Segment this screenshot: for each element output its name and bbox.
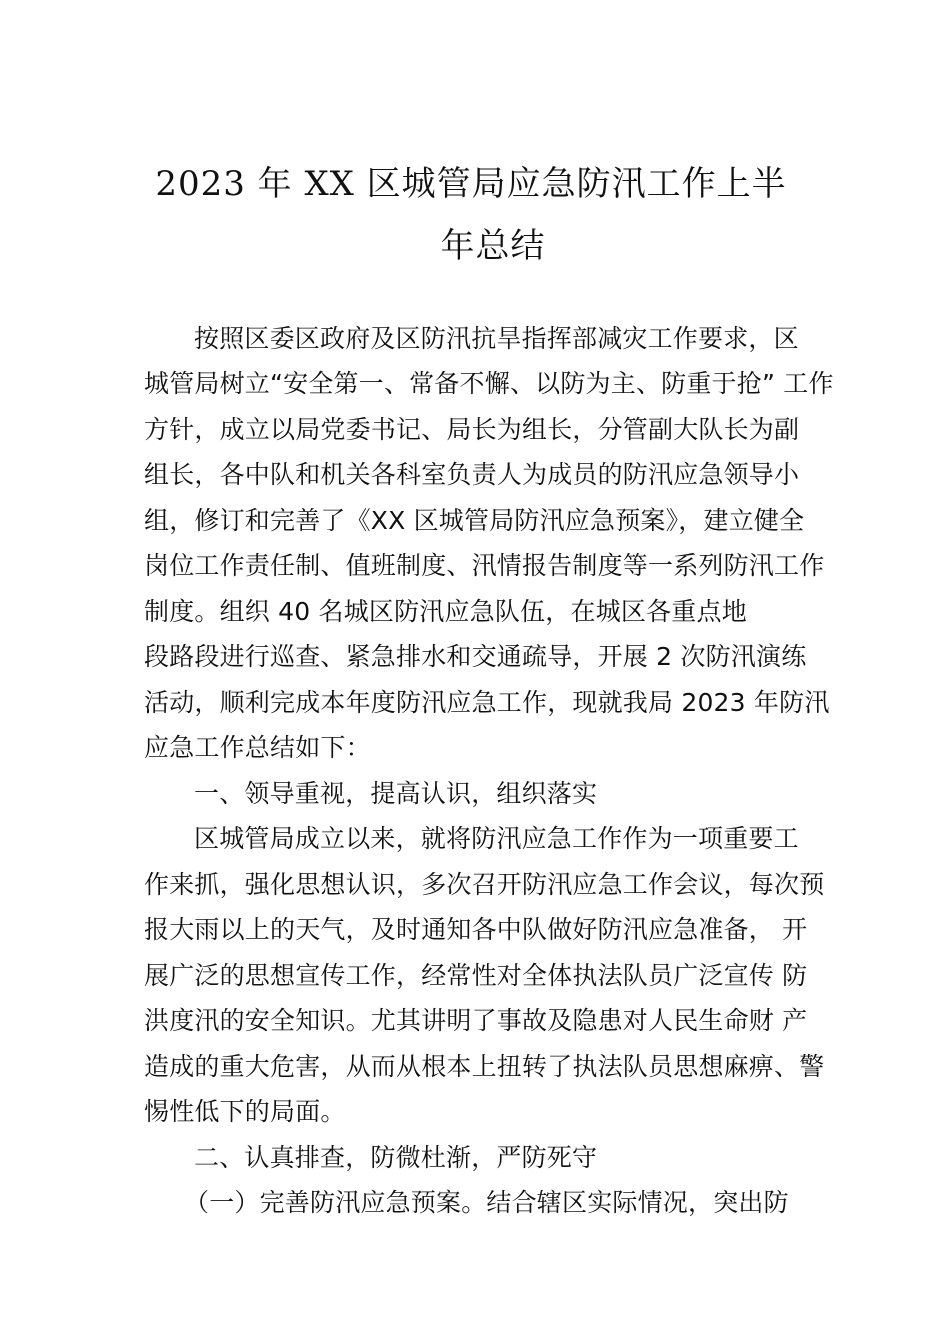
paragraph-line: 区城管局成立以来，就将防汛应急工作作为一项重要工 [194, 824, 799, 853]
paragraph-line: 组长，各中队和机关各科室负责人为成员的防汛应急领导小 [144, 460, 800, 489]
paragraph-line: 按照区委区政府及区防汛抗旱指挥部减灾工作要求，区 [194, 324, 799, 353]
paragraph-line: 造成的重大危害，从而从根本上扭转了执法队员思想麻痹、警 [144, 1052, 825, 1081]
paragraph-line: 岗位工作责任制、值班制度、汛情报告制度等一系列防汛工作 [144, 551, 825, 580]
paragraph-line: 作来抓，强化思想认识，多次召开防汛应急工作会议，每次预 [144, 870, 825, 899]
paragraph-line: 应急工作总结如下： [144, 733, 371, 762]
paragraph-line: 制度。组织 40 名城区防汛应急队伍，在城区各重点地 [144, 597, 747, 626]
paragraph-line: 活动，顺利完成本年度防汛应急工作，现就我局 2023 年防汛 [144, 688, 830, 717]
paragraph-line: 方针，成立以局党委书记、局长为组长，分管副大队长为副 [144, 415, 800, 444]
paragraph-line: 洪度汛的安全知识。尤其讲明了事故及隐患对人民生命财 产 [144, 1006, 808, 1035]
paragraph-line: 段路段进行巡查、紧急排水和交通疏导，开展 2 次防汛演练 [144, 642, 807, 671]
paragraph-line: 惕性低下的局面。 [144, 1097, 346, 1126]
document-title-line-2: 年总结 [440, 226, 546, 266]
subsection-line: （一）完善防汛应急预案。结合辖区实际情况，突出防 [184, 1188, 789, 1217]
paragraph-line: 城管局树立“安全第一、常备不懈、以防为主、防重于抢” 工作 [144, 369, 834, 398]
paragraph-line: 展广泛的思想宣传工作，经常性对全体执法队员广泛宣传 防 [144, 961, 808, 990]
paragraph-line: 组，修订和完善了《XX 区城管局防汛应急预案》，建立健全 [144, 506, 805, 535]
section-heading-1: 一、领导重视，提高认识，组织落实 [194, 779, 598, 808]
section-heading-2: 二、认真排查，防微杜渐，严防死守 [194, 1143, 598, 1172]
paragraph-line: 报大雨以上的天气，及时通知各中队做好防汛应急准备， 开 [144, 915, 808, 944]
document-title-line-1: 2023 年 XX 区城管局应急防汛工作上半 [155, 164, 787, 204]
